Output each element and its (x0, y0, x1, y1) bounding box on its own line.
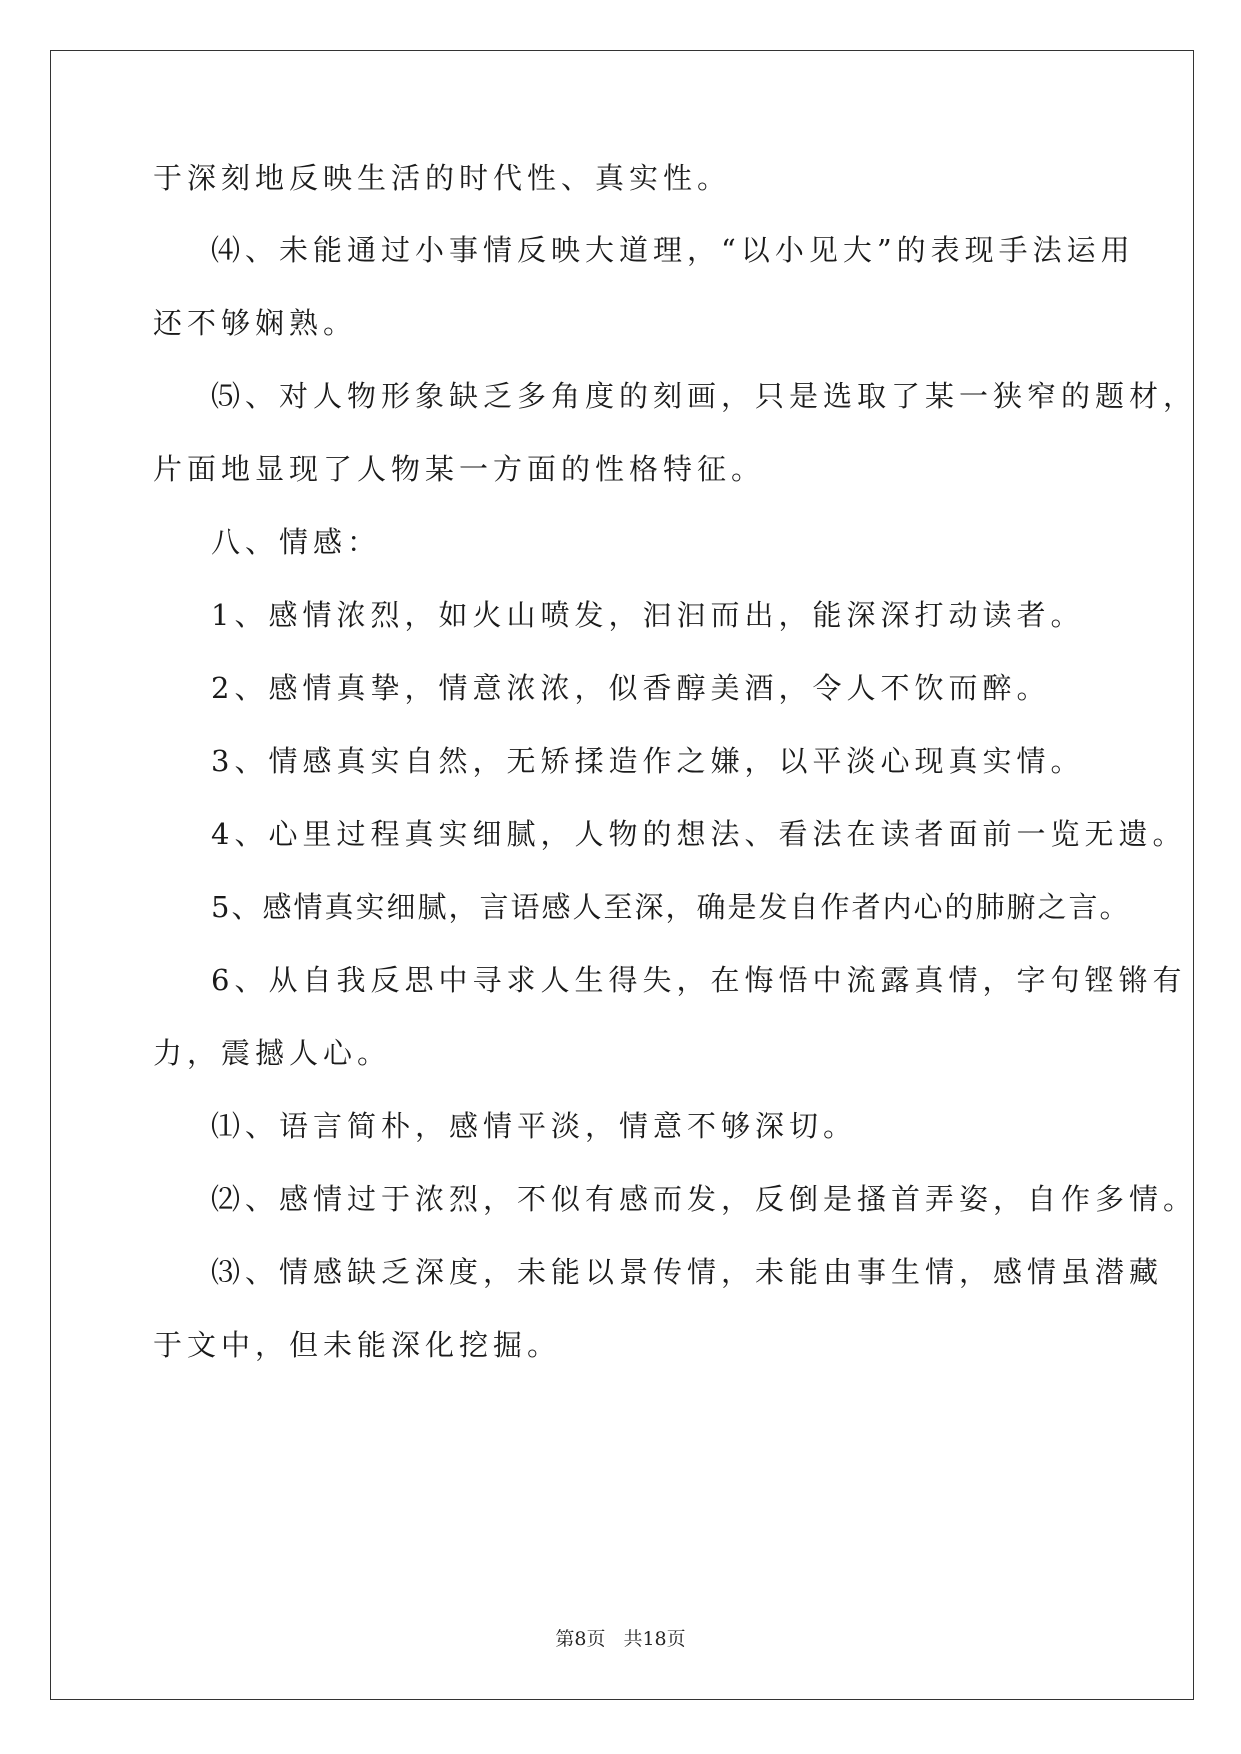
text-line: 还不够娴熟。 (153, 306, 358, 340)
text-line: 6、从自我反思中寻求人生得失，在悔悟中流露真情，字句铿锵有 (211, 963, 1187, 997)
total-page-count: 共18页 (623, 1628, 686, 1650)
page-footer (0, 1627, 1241, 1651)
text-line: 5、感情真实细腻，言语感人至深，确是发自作者内心的肺腑之言。 (211, 890, 1131, 924)
text-line: ⑵、感情过于浓烈，不似有感而发，反倒是搔首弄姿，自作多情。 (211, 1182, 1198, 1216)
text-line: 力，震撼人心。 (153, 1036, 392, 1070)
text-line: 2、感情真挚，情意浓浓，似香醇美酒，令人不饮而醉。 (211, 671, 1051, 705)
current-page-number: 第8页 (555, 1628, 606, 1650)
text-line: ⑶、情感缺乏深度，未能以景传情，未能由事生情，感情虽潜藏 (211, 1255, 1164, 1289)
text-line: 于文中，但未能深化挖掘。 (153, 1328, 562, 1362)
text-line: 于深刻地反映生活的时代性、真实性。 (153, 161, 732, 195)
text-line: 4、心里过程真实细腻，人物的想法、看法在读者面前一览无遗。 (211, 817, 1187, 851)
text-line: ⑴、语言简朴，感情平淡，情意不够深切。 (211, 1109, 858, 1143)
text-line: ⑷、未能通过小事情反映大道理，“以小见大”的表现手法运用 (211, 233, 1135, 267)
text-line: ⑸、对人物形象缺乏多角度的刻画，只是选取了某一狭窄的题材， (211, 379, 1198, 413)
page-border (50, 50, 1194, 1700)
section-heading: 八、情感： (211, 525, 382, 559)
text-line: 片面地显现了人物某一方面的性格特征。 (153, 452, 766, 486)
text-line: 3、情感真实自然，无矫揉造作之嫌，以平淡心现真实情。 (211, 744, 1085, 778)
text-line: 1、感情浓烈，如火山喷发，汩汩而出，能深深打动读者。 (211, 598, 1085, 632)
